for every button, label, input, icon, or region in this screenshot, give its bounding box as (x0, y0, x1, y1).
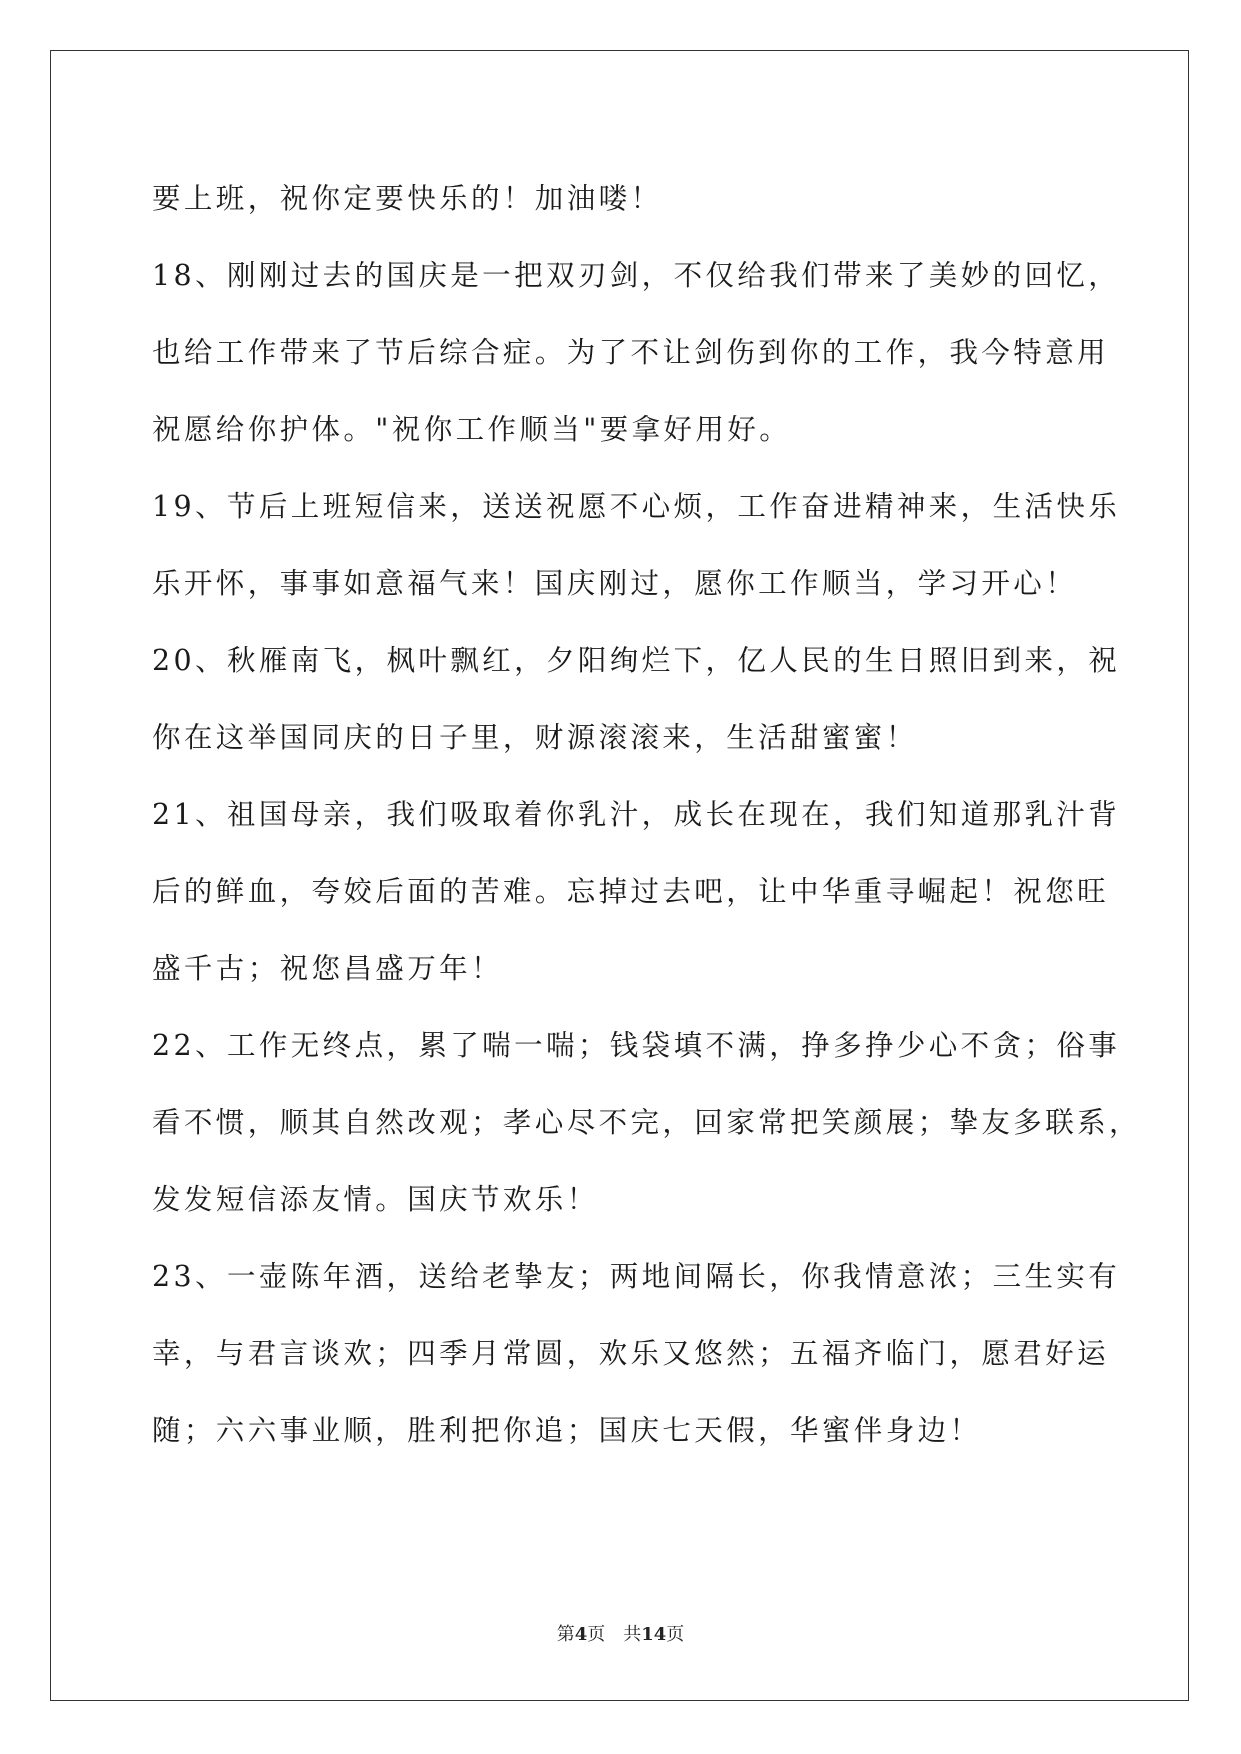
text-line: 后的鲜血，夸姣后面的苦难。忘掉过去吧，让中华重寻崛起！祝您旺 (152, 875, 1110, 908)
current-page-number: 4 (574, 1624, 588, 1645)
text-line: 要上班，祝你定要快乐的！加油喽！ (152, 182, 663, 215)
text-line: 祝愿给你护体。"祝你工作顺当"要拿好用好。 (152, 413, 792, 446)
page-mid: 页 共 (587, 1624, 642, 1645)
text-line: 看不惯，顺其自然改观；孝心尽不完，回家常把笑颜展；挚友多联系， (152, 1106, 1141, 1139)
total-page-number: 14 (641, 1624, 667, 1645)
text-line: 乐开怀，事事如意福气来！国庆刚过，愿你工作顺当，学习开心！ (152, 567, 1078, 600)
text-line: 20、秋雁南飞，枫叶飘红，夕阳绚烂下，亿人民的生日照旧到来，祝 (152, 644, 1121, 677)
text-line: 19、节后上班短信来，送送祝愿不心烦，工作奋进精神来，生活快乐 (152, 490, 1121, 523)
text-line: 18、刚刚过去的国庆是一把双刃剑，不仅给我们带来了美妙的回忆， (152, 259, 1121, 292)
document-body (152, 160, 1141, 1469)
text-line: 23、一壶陈年酒，送给老挚友；两地间隔长，你我情意浓；三生实有 (152, 1260, 1121, 1293)
text-line: 21、祖国母亲，我们吸取着你乳汁，成长在现在，我们知道那乳汁背 (152, 798, 1121, 831)
text-line: 随；六六事业顺，胜利把你追；国庆七天假，华蜜伴身边！ (152, 1414, 982, 1447)
page-footer (0, 1620, 1241, 1646)
text-line: 盛千古；祝您昌盛万年！ (152, 952, 503, 985)
text-line: 也给工作带来了节后综合症。为了不让剑伤到你的工作，我今特意用 (152, 336, 1110, 369)
page-prefix: 第 (556, 1624, 575, 1645)
text-line: 22、工作无终点，累了喘一喘；钱袋填不满，挣多挣少心不贪；俗事 (152, 1029, 1121, 1062)
text-line: 你在这举国同庆的日子里，财源滚滚来，生活甜蜜蜜！ (152, 721, 918, 754)
text-line: 发发短信添友情。国庆节欢乐！ (152, 1183, 599, 1216)
page-suffix: 页 (666, 1624, 685, 1645)
text-line: 幸，与君言谈欢；四季月常圆，欢乐又悠然；五福齐临门，愿君好运 (152, 1337, 1110, 1370)
